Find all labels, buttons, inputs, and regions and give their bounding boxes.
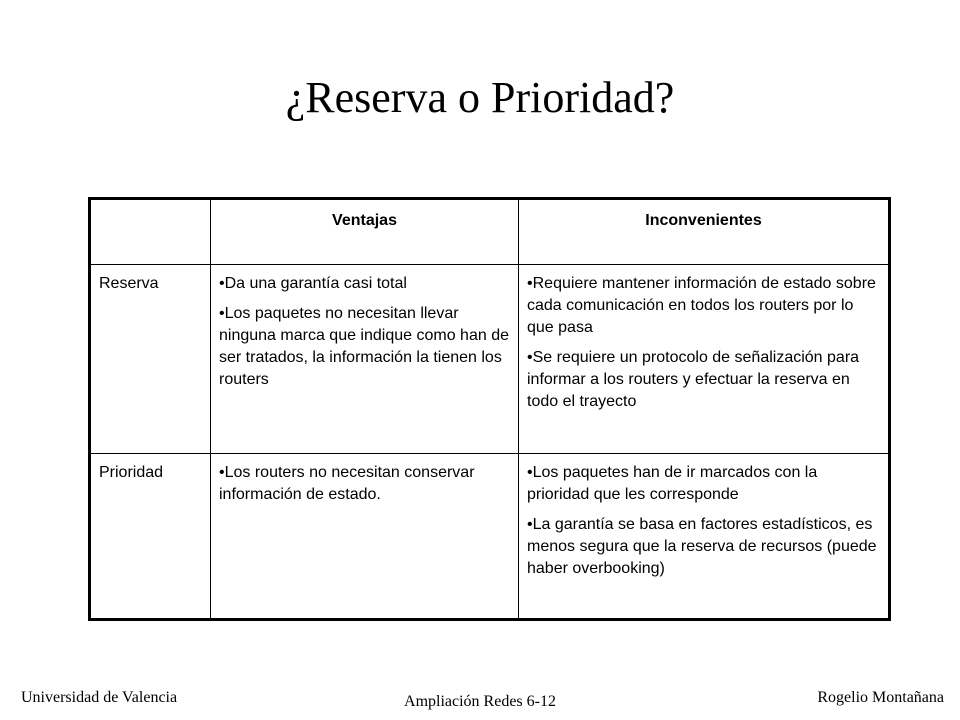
- header-ventajas: Ventajas: [211, 199, 519, 265]
- cell-reserva-ventajas: [211, 265, 519, 454]
- header-inconvenientes: Inconvenientes: [519, 199, 890, 265]
- footer-course-page: Ampliación Redes 6-12: [404, 693, 556, 710]
- list-item: • Se requiere un protocolo de señalización para informar a los routers y efectuar la reserva en todo el trayecto: [527, 347, 880, 413]
- ventajas-list: [219, 273, 510, 391]
- slide-title: ¿Reserva o Prioridad?: [285, 73, 675, 122]
- list-item: • Los paquetes no necesitan llevar ninguna marca que indique como han de ser tratados, la información la tienen los routers: [219, 303, 510, 391]
- header-corner-cell: [90, 199, 211, 265]
- list-item: • La garantía se basa en factores estadísticos, es menos segura que la reserva de recursos (puede haber overbooking): [527, 514, 880, 580]
- inconvenientes-list: [527, 462, 880, 580]
- footer-university: Universidad de Valencia: [21, 689, 178, 706]
- inconvenientes-list: [527, 273, 880, 413]
- table-row-prioridad: [90, 454, 890, 620]
- comparison-table: [88, 197, 891, 621]
- cell-prioridad-inconvenientes: [519, 454, 890, 620]
- row-label-reserva: Reserva: [90, 265, 211, 454]
- list-item: • Da una garantía casi total: [219, 273, 510, 295]
- table-header-row: [90, 199, 890, 265]
- list-item: • Los paquetes han de ir marcados con la prioridad que les corresponde: [527, 462, 880, 506]
- list-item: • Los routers no necesitan conservar información de estado.: [219, 462, 510, 506]
- footer-author: Rogelio Montañana: [817, 689, 944, 706]
- list-item: • Requiere mantener información de estado sobre cada comunicación en todos los routers por lo que pasa: [527, 273, 880, 339]
- ventajas-list: [219, 462, 510, 506]
- cell-prioridad-ventajas: [211, 454, 519, 620]
- table-row-reserva: [90, 265, 890, 454]
- row-label-prioridad: Prioridad: [90, 454, 211, 620]
- cell-reserva-inconvenientes: [519, 265, 890, 454]
